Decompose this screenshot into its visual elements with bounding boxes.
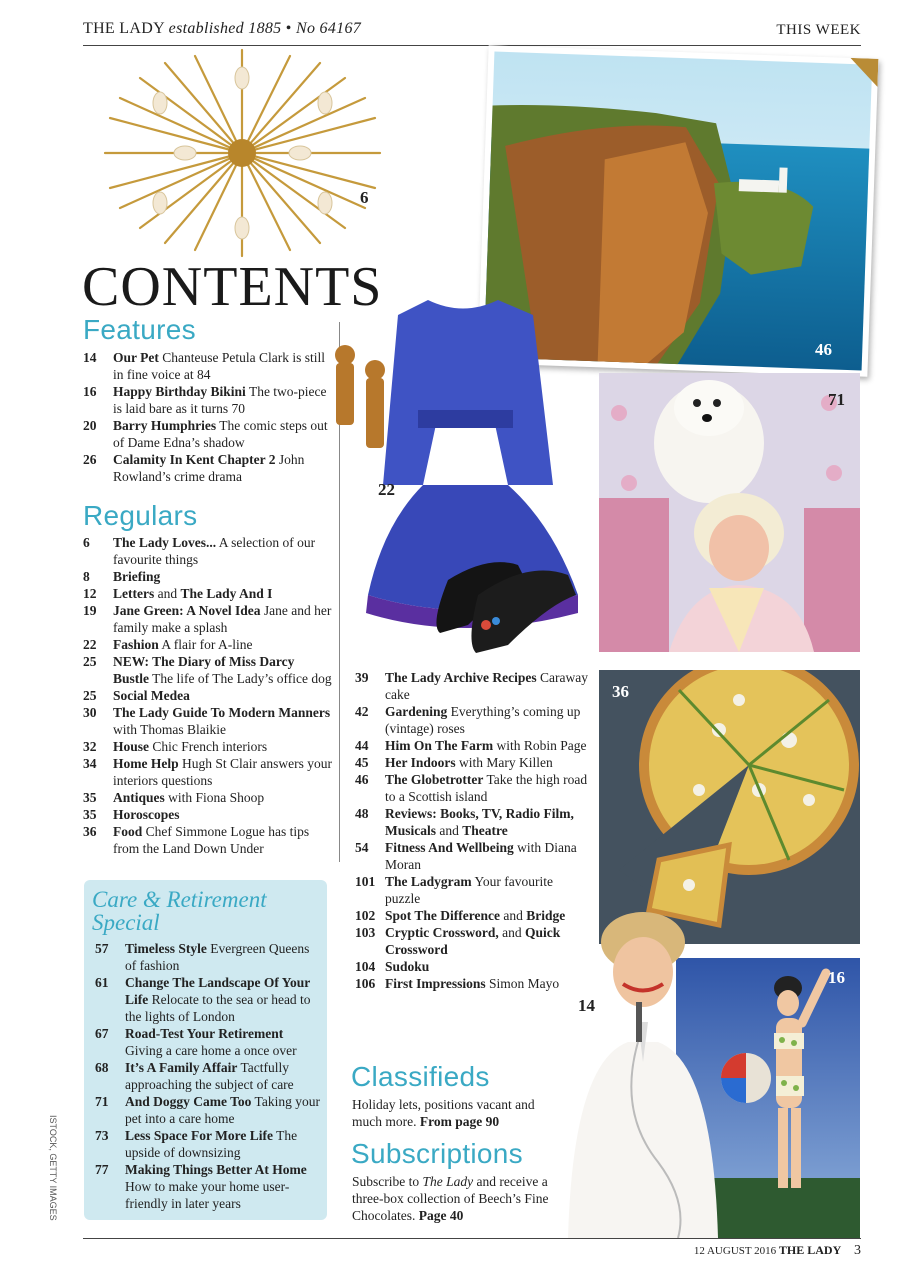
- toc-entry[interactable]: [83, 806, 333, 823]
- subscriptions-heading: Subscriptions: [351, 1138, 523, 1169]
- toc-title-2: Bridge: [526, 908, 566, 923]
- toc-desc: John Rowland’s crime drama: [113, 452, 305, 484]
- toc-page: 25: [83, 654, 97, 669]
- chandelier-image[interactable]: [100, 48, 385, 258]
- toc-page: 22: [83, 637, 97, 652]
- toc-entry[interactable]: [83, 534, 333, 568]
- toc-title: Horoscopes: [113, 807, 180, 822]
- toc-desc: Hugh St Clair answers your interiors questions: [113, 756, 332, 788]
- toc-page: 103: [355, 925, 376, 940]
- toc-desc: with Mary Killen: [455, 755, 553, 770]
- toc-entry[interactable]: [355, 924, 590, 958]
- toc-entry[interactable]: [355, 907, 590, 924]
- toc-title: The Globetrotter: [385, 772, 484, 787]
- toc-page: 8: [83, 569, 90, 584]
- toc-entry[interactable]: [83, 349, 333, 383]
- toc-entry[interactable]: [83, 383, 333, 417]
- toc-title: The Lady Guide To Modern Manners: [113, 705, 331, 720]
- toc-page: 25: [83, 688, 97, 703]
- regulars-list: [83, 534, 333, 857]
- toc-entry[interactable]: [83, 653, 333, 687]
- page-label-dress: 22: [378, 480, 395, 499]
- toc-title: Happy Birthday Bikini: [113, 384, 246, 399]
- features-list: [83, 349, 333, 485]
- toc-entry[interactable]: [95, 940, 323, 974]
- features-heading: Features: [83, 314, 196, 345]
- toc-desc: The life of The Lady’s office dog: [149, 671, 332, 686]
- care-heading-line-1: Care & Retirement: [92, 887, 267, 912]
- dog-photo[interactable]: [599, 373, 860, 652]
- toc-title: The Ladygram: [385, 874, 472, 889]
- toc-entry[interactable]: [83, 687, 333, 704]
- toc-entry[interactable]: [355, 754, 590, 771]
- toc-entry[interactable]: [83, 636, 333, 653]
- subscriptions-text[interactable]: [352, 1173, 572, 1224]
- toc-desc: Simon Mayo: [485, 976, 560, 991]
- toc-title: Sudoku: [385, 959, 430, 974]
- toc-entry[interactable]: [355, 839, 590, 873]
- toc-desc: with Diana Moran: [385, 840, 577, 872]
- subscriptions-magazine: The Lady: [422, 1174, 474, 1189]
- photo-credit: ISTOCK, GETTY IMAGES: [48, 1115, 58, 1221]
- toc-title: Less Space For More Life: [125, 1128, 273, 1143]
- toc-title: And Doggy Came Too: [125, 1094, 252, 1109]
- toc-desc: with Thomas Blaikie: [113, 722, 226, 737]
- toc-page: 32: [83, 739, 97, 754]
- toc-desc: and: [436, 823, 463, 838]
- classifieds-body: Holiday lets, positions vacant and much more.: [352, 1097, 535, 1129]
- classifieds-heading: Classifieds: [351, 1061, 490, 1092]
- toc-title: Her Indoors: [385, 755, 456, 770]
- toc-page: 67: [95, 1026, 109, 1041]
- middle-list: [355, 669, 590, 992]
- toc-desc: and: [500, 908, 527, 923]
- toc-entry[interactable]: [95, 974, 323, 1025]
- page-title: CONTENTS: [82, 256, 383, 318]
- toc-page: 16: [83, 384, 97, 399]
- toc-page: 48: [355, 806, 369, 821]
- toc-page: 26: [83, 452, 97, 467]
- toc-desc: Giving a care home a once over: [125, 1043, 297, 1058]
- toc-title: Timeless Style: [125, 941, 207, 956]
- toc-desc: Chef Simmone Logue has tips from the Land Down Under: [113, 824, 310, 856]
- toc-title: Jane Green: A Novel Idea: [113, 603, 261, 618]
- toc-desc: Evergreen Queens of fashion: [125, 941, 310, 973]
- regulars-heading: Regulars: [83, 500, 198, 531]
- toc-title: Fashion: [113, 637, 159, 652]
- toc-title: First Impressions: [385, 976, 486, 991]
- section-label: THIS WEEK: [776, 22, 861, 38]
- toc-desc: and: [154, 586, 181, 601]
- toc-entry[interactable]: [83, 738, 333, 755]
- toc-title-2: Theatre: [462, 823, 508, 838]
- masthead: THE LADY established 1885 • No 64167: [83, 20, 362, 37]
- toc-page: 30: [83, 705, 97, 720]
- subscriptions-body: Subscribe to: [352, 1174, 423, 1189]
- toc-page: 54: [355, 840, 369, 855]
- toc-entry[interactable]: [83, 755, 333, 789]
- page-label-bikini: 16: [828, 968, 845, 987]
- toc-desc: Taking your pet into a care home: [125, 1094, 320, 1126]
- established-line: established 1885: [168, 20, 282, 37]
- page-label-quiche: 36: [612, 682, 629, 701]
- toc-desc: The upside of downsizing: [125, 1128, 298, 1160]
- toc-title: Barry Humphries: [113, 418, 217, 433]
- toc-page: 57: [95, 941, 109, 956]
- issue-date: 12 AUGUST 2016: [693, 1245, 777, 1257]
- footer-rule: [83, 1238, 861, 1239]
- toc-title: Fitness And Wellbeing: [385, 840, 514, 855]
- toc-title: Calamity In Kent Chapter 2: [113, 452, 276, 467]
- toc-page: 35: [83, 790, 97, 805]
- toc-entry[interactable]: [83, 585, 333, 602]
- classifieds-page: From page 90: [419, 1114, 500, 1129]
- toc-page: 104: [355, 959, 376, 974]
- toc-desc: Take the high road to a Scottish island: [385, 772, 588, 804]
- toc-page: 12: [83, 586, 97, 601]
- toc-page: 106: [355, 976, 376, 991]
- toc-desc: and: [498, 925, 525, 940]
- toc-entry[interactable]: [355, 703, 590, 737]
- toc-entry[interactable]: [95, 1059, 323, 1093]
- subscriptions-page: Page 40: [418, 1208, 464, 1223]
- toc-page: 34: [83, 756, 97, 771]
- toc-title: House: [113, 739, 150, 754]
- toc-entry[interactable]: [355, 805, 590, 839]
- toc-page: 36: [83, 824, 97, 839]
- toc-title: Letters: [113, 586, 155, 601]
- toc-desc: Caraway cake: [385, 670, 588, 702]
- toc-desc: Relocate to the sea or head to the lights of London: [125, 992, 311, 1024]
- toc-title: Briefing: [113, 569, 161, 584]
- toc-page: 46: [355, 772, 369, 787]
- toc-desc: Jane and her family make a splash: [113, 603, 332, 635]
- quiche-photo[interactable]: [599, 670, 860, 944]
- toc-page: 44: [355, 738, 369, 753]
- footer-brand: THE LADY: [778, 1243, 842, 1257]
- toc-desc: A flair for A-line: [158, 637, 253, 652]
- toc-page: 45: [355, 755, 369, 770]
- toc-page: 61: [95, 975, 109, 990]
- toc-page: 102: [355, 908, 376, 923]
- care-heading-line-2: Special: [92, 910, 160, 935]
- toc-title-2: The Lady And I: [180, 586, 273, 601]
- toc-title-2: Quick Crossword: [385, 925, 561, 957]
- toc-entry[interactable]: [95, 1025, 323, 1059]
- toc-page: 42: [355, 704, 369, 719]
- toc-desc: How to make your home user-friendly in later years: [125, 1179, 290, 1211]
- toc-entry[interactable]: [83, 704, 333, 738]
- toc-entry[interactable]: [355, 873, 590, 907]
- issue-number: No 64167: [295, 20, 362, 37]
- toc-title: Gardening: [385, 704, 448, 719]
- toc-desc: Chic French interiors: [149, 739, 268, 754]
- toc-title: Home Help: [113, 756, 179, 771]
- toc-title: Social Medea: [113, 688, 190, 703]
- toc-title: Change The Landscape Of Your Life: [125, 975, 311, 1007]
- toc-title: It’s A Family Affair: [125, 1060, 238, 1075]
- toc-page: 39: [355, 670, 369, 685]
- page-label-dog: 71: [828, 390, 845, 409]
- page-number: 3: [854, 1243, 861, 1258]
- toc-entry[interactable]: [355, 975, 590, 992]
- toc-entry[interactable]: [83, 789, 333, 806]
- classifieds-text[interactable]: [352, 1096, 557, 1130]
- toc-entry[interactable]: [95, 1161, 323, 1212]
- toc-desc: with Robin Page: [493, 738, 587, 753]
- toc-title: Food: [113, 824, 143, 839]
- header-rule: [83, 45, 861, 46]
- toc-page: 19: [83, 603, 97, 618]
- toc-desc: Everything’s coming up (vintage) roses: [385, 704, 581, 736]
- toc-title: Reviews: Books, TV, Radio Film, Musicals: [385, 806, 574, 838]
- toc-page: 71: [95, 1094, 109, 1109]
- toc-page: 101: [355, 874, 376, 889]
- footer: [694, 1243, 861, 1259]
- toc-desc: Your favourite puzzle: [385, 874, 554, 906]
- toc-title: Making Things Better At Home: [125, 1162, 307, 1177]
- toc-title: Him On The Farm: [385, 738, 494, 753]
- toc-title: Spot The Difference: [385, 908, 500, 923]
- dress-image[interactable]: [328, 295, 596, 665]
- subscriptions-body-2: and receive a three-box collection of Beech’s Fine Chocolates.: [352, 1174, 549, 1223]
- toc-entry[interactable]: [95, 1093, 323, 1127]
- page-label-singer: 14: [578, 996, 595, 1015]
- toc-entry[interactable]: [83, 602, 333, 636]
- toc-page: 35: [83, 807, 97, 822]
- magazine-name: THE LADY: [83, 20, 165, 37]
- toc-title: Cryptic Crossword,: [385, 925, 499, 940]
- toc-entry[interactable]: [83, 451, 333, 485]
- toc-title: Road-Test Your Retirement: [125, 1026, 284, 1041]
- toc-entry[interactable]: [83, 568, 333, 585]
- toc-title: Our Pet: [113, 350, 159, 365]
- toc-desc: The two-piece is laid bare as it turns 70: [113, 384, 327, 416]
- toc-entry[interactable]: [355, 771, 590, 805]
- toc-page: 73: [95, 1128, 109, 1143]
- page-label-chandelier: 6: [360, 188, 369, 207]
- toc-entry[interactable]: [355, 669, 590, 703]
- toc-entry[interactable]: [83, 417, 333, 451]
- toc-entry[interactable]: [355, 958, 590, 975]
- care-list: [95, 940, 323, 1212]
- care-heading: [92, 888, 267, 934]
- toc-page: 20: [83, 418, 97, 433]
- toc-page: 6: [83, 535, 90, 550]
- toc-title: The Lady Archive Recipes: [385, 670, 537, 685]
- toc-page: 14: [83, 350, 97, 365]
- toc-page: 68: [95, 1060, 109, 1075]
- page-label-coast: 46: [815, 340, 832, 359]
- toc-desc: A selection of our favourite things: [113, 535, 316, 567]
- toc-title: NEW: The Diary of Miss Darcy Bustle: [113, 654, 295, 686]
- toc-entry[interactable]: [95, 1127, 323, 1161]
- toc-desc: Tactfully approaching the subject of care: [125, 1060, 294, 1092]
- toc-desc: The comic steps out of Dame Edna’s shadow: [113, 418, 328, 450]
- toc-page: 77: [95, 1162, 109, 1177]
- toc-title: Antiques: [113, 790, 165, 805]
- toc-entry[interactable]: [83, 823, 333, 857]
- toc-desc: Chanteuse Petula Clark is still in fine voice at 84: [113, 350, 325, 382]
- toc-entry[interactable]: [355, 737, 590, 754]
- toc-title: The Lady Loves...: [113, 535, 217, 550]
- toc-desc: with Fiona Shoop: [164, 790, 265, 805]
